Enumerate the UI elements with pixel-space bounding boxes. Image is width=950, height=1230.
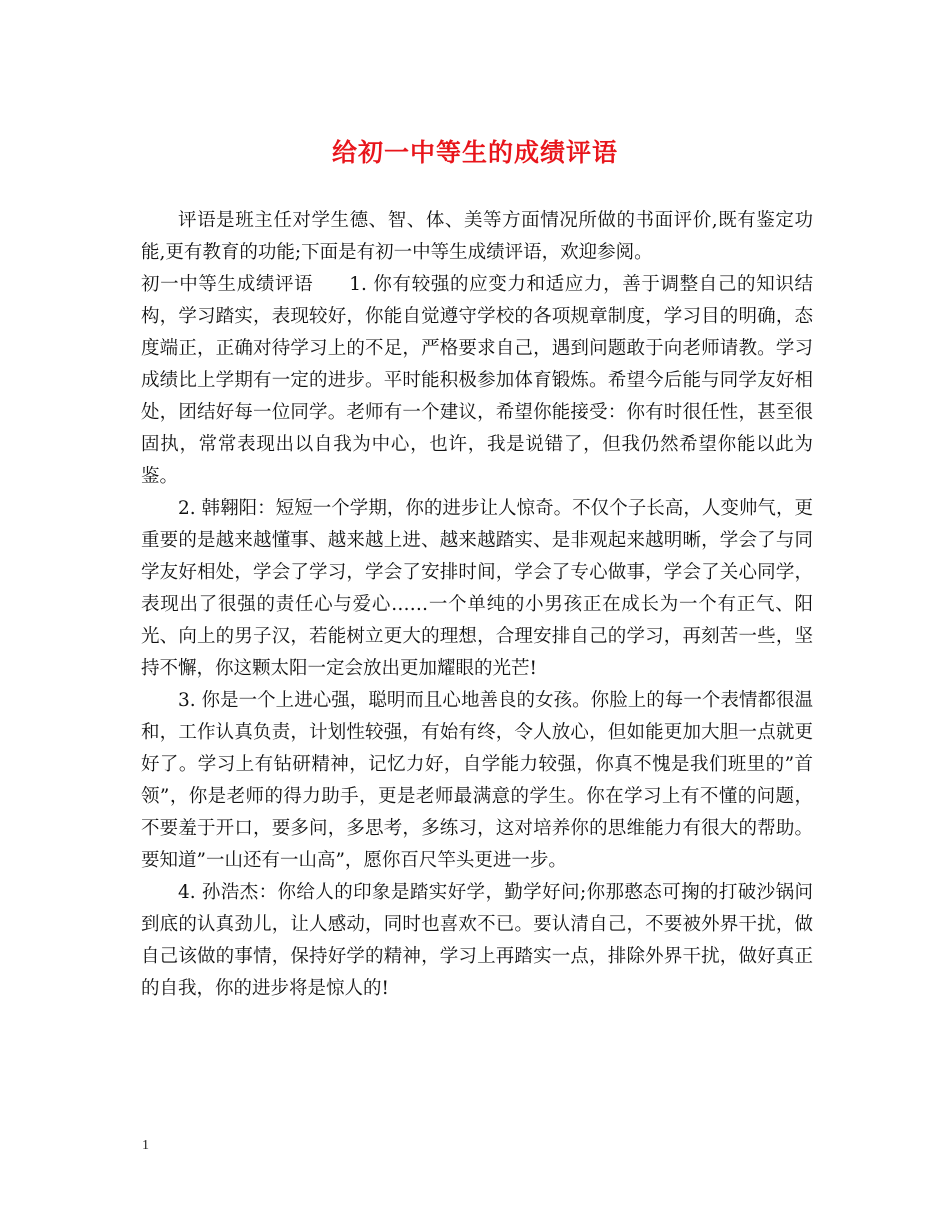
section-label: 初一中等生成绩评语 <box>141 274 314 295</box>
item-4-paragraph: 4. 孙浩杰：你给人的印象是踏实好学，勤学好问;你那憨态可掬的打破沙锅问到底的认真劲儿，让人感动，同时也喜欢不已。要认清自己，不要被外界干扰，做自己该做的事情，保持好学的精神，学习上再踏实一点，排除外界干扰，做好真正的自我，你的进步将是惊人的! <box>141 882 813 999</box>
document-title: 给初一中等生的成绩评语 <box>331 138 618 167</box>
item-2-paragraph: 2. 韩翱阳：短短一个学期，你的进步让人惊奇。不仅个子长高，人变帅气，更重要的是越来越懂事、越来越上进、越来越踏实、是非观起来越明晰，学会了与同学友好相处，学会了学习，学会了安排时间，学会了专心做事，学会了关心同学，表现出了很强的责任心与爱心……一个单纯的小男孩正在成长为一个有正气、阳光、向上的男子汉，若能树立更大的理想，合理安排自己的学习，再刻苦一些，坚持不懈，你这颗太阳一定会放出更加耀眼的光芒! <box>141 498 813 679</box>
item-1-paragraph <box>141 269 813 493</box>
page-number: 1 <box>142 1138 149 1153</box>
item-1-text: 1. 你有较强的应变力和适应力，善于调整自己的知识结构，学习踏实，表现较好，你能自觉遵守学校的各项规章制度，学习目的明确，态度端正，正确对待学习上的不足，严格要求自己，遇到问题敢于向老师请教。学习成绩比上学期有一定的进步。平时能积极参加体育锻炼。希望今后能与同学友好相处，团结好每一位同学。老师有一个建议，希望你能接受：你有时很任性，甚至很固执，常常表现出以自我为中心，也许，我是说错了，但我仍然希望你能以此为鉴。 <box>141 274 813 487</box>
intro-paragraph: 评语是班主任对学生德、智、体、美等方面情况所做的书面评价,既有鉴定功能,更有教育的功能;下面是有初一中等生成绩评语，欢迎参阅。 <box>141 210 813 263</box>
document-body <box>141 205 813 1005</box>
item-3-paragraph: 3. 你是一个上进心强，聪明而且心地善良的女孩。你脸上的每一个表情都很温和，工作认真负责，计划性较强，有始有终，令人放心，但如能更加大胆一点就更好了。学习上有钻研精神，记忆力好，自学能力较强，你真不愧是我们班里的”首领”，你是老师的得力助手，更是老师最满意的学生。你在学习上有不懂的问题，不要羞于开口，要多问，多思考，多练习，这对培养你的思维能力有很大的帮助。要知道”一山还有一山高”，愿你百尺竿头更进一步。 <box>141 690 813 871</box>
